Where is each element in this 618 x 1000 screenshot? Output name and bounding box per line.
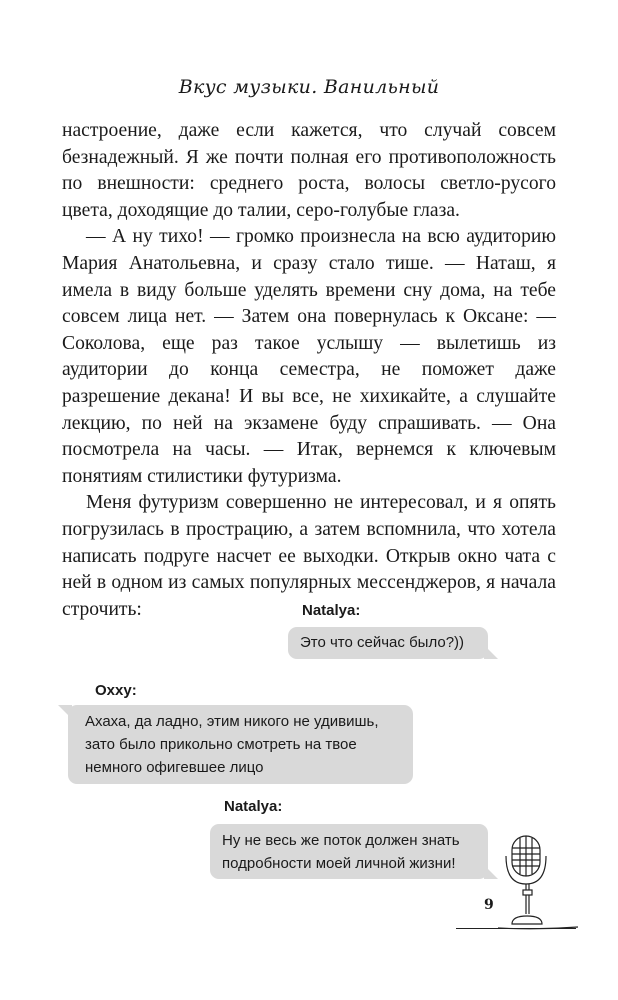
- chat-bubble-oxxy: [68, 705, 413, 784]
- chat-author-natalya: Natalya:: [302, 602, 361, 619]
- chat-bubble-natalya: [288, 627, 488, 659]
- chat-bubble-natalya: [210, 824, 488, 879]
- page-number: 9: [484, 897, 494, 913]
- chat-message-line: подробности моей личной жизни!: [222, 855, 456, 872]
- chat-message-line: Ахаха, да ладно, этим никого не удивишь,: [85, 713, 379, 730]
- bubble-tail: [484, 645, 498, 659]
- chat-message-line: немного офигевшее лицо: [85, 759, 264, 776]
- chat-author-natalya: Natalya:: [224, 798, 283, 815]
- bubble-tail: [58, 705, 72, 719]
- chat-message-line: Это что сейчас было?)): [300, 634, 465, 651]
- microphone-icon: [498, 832, 578, 932]
- chat-message-line: Ну не весь же поток должен знать: [222, 832, 460, 849]
- chat-message-line: зато было прикольно смотреть на твое: [85, 736, 357, 753]
- paragraph: Меня футуризм совершенно не интересовал, и я опять погрузилась в прострацию, а затем вспомнила, что хотела написать подруге насчет ее выходки. Открыв окно чата с ней в одном из самых популярных мессенджеров, я начала строчить:: [62, 492, 556, 620]
- running-header: Вкус музыки. Ванильный: [178, 76, 440, 98]
- chat-author-oxxy: Oxxy:: [95, 682, 137, 699]
- paragraph: настроение, даже если кажется, что случай совсем безнадежный. Я же почти полная его противоположность по внешности: среднего роста, волосы светло-русого цвета, доходящие до талии, серо-голубые глаза.: [62, 120, 556, 221]
- paragraph: — А ну тихо! — громко произнесла на всю аудиторию Мария Анатольевна, и сразу стало тише. — Наташ, я имела в виду больше уделять времени сну дома, на тебе совсем лица нет. — Затем она повернулась к Оксане: — Соколова, еще раз такое услышу — вылетишь из аудитории до конца семестра, не поможет даже разрешение декана! И вы все, не хихикайте, а слушайте лекцию, по ней на экзамене буду спрашивать. — Она посмотрела на часы. — Итак, вернемся к ключевым понятиям стилистики футуризма.: [62, 226, 556, 487]
- body-text: [62, 118, 556, 623]
- bubble-tail: [484, 865, 498, 879]
